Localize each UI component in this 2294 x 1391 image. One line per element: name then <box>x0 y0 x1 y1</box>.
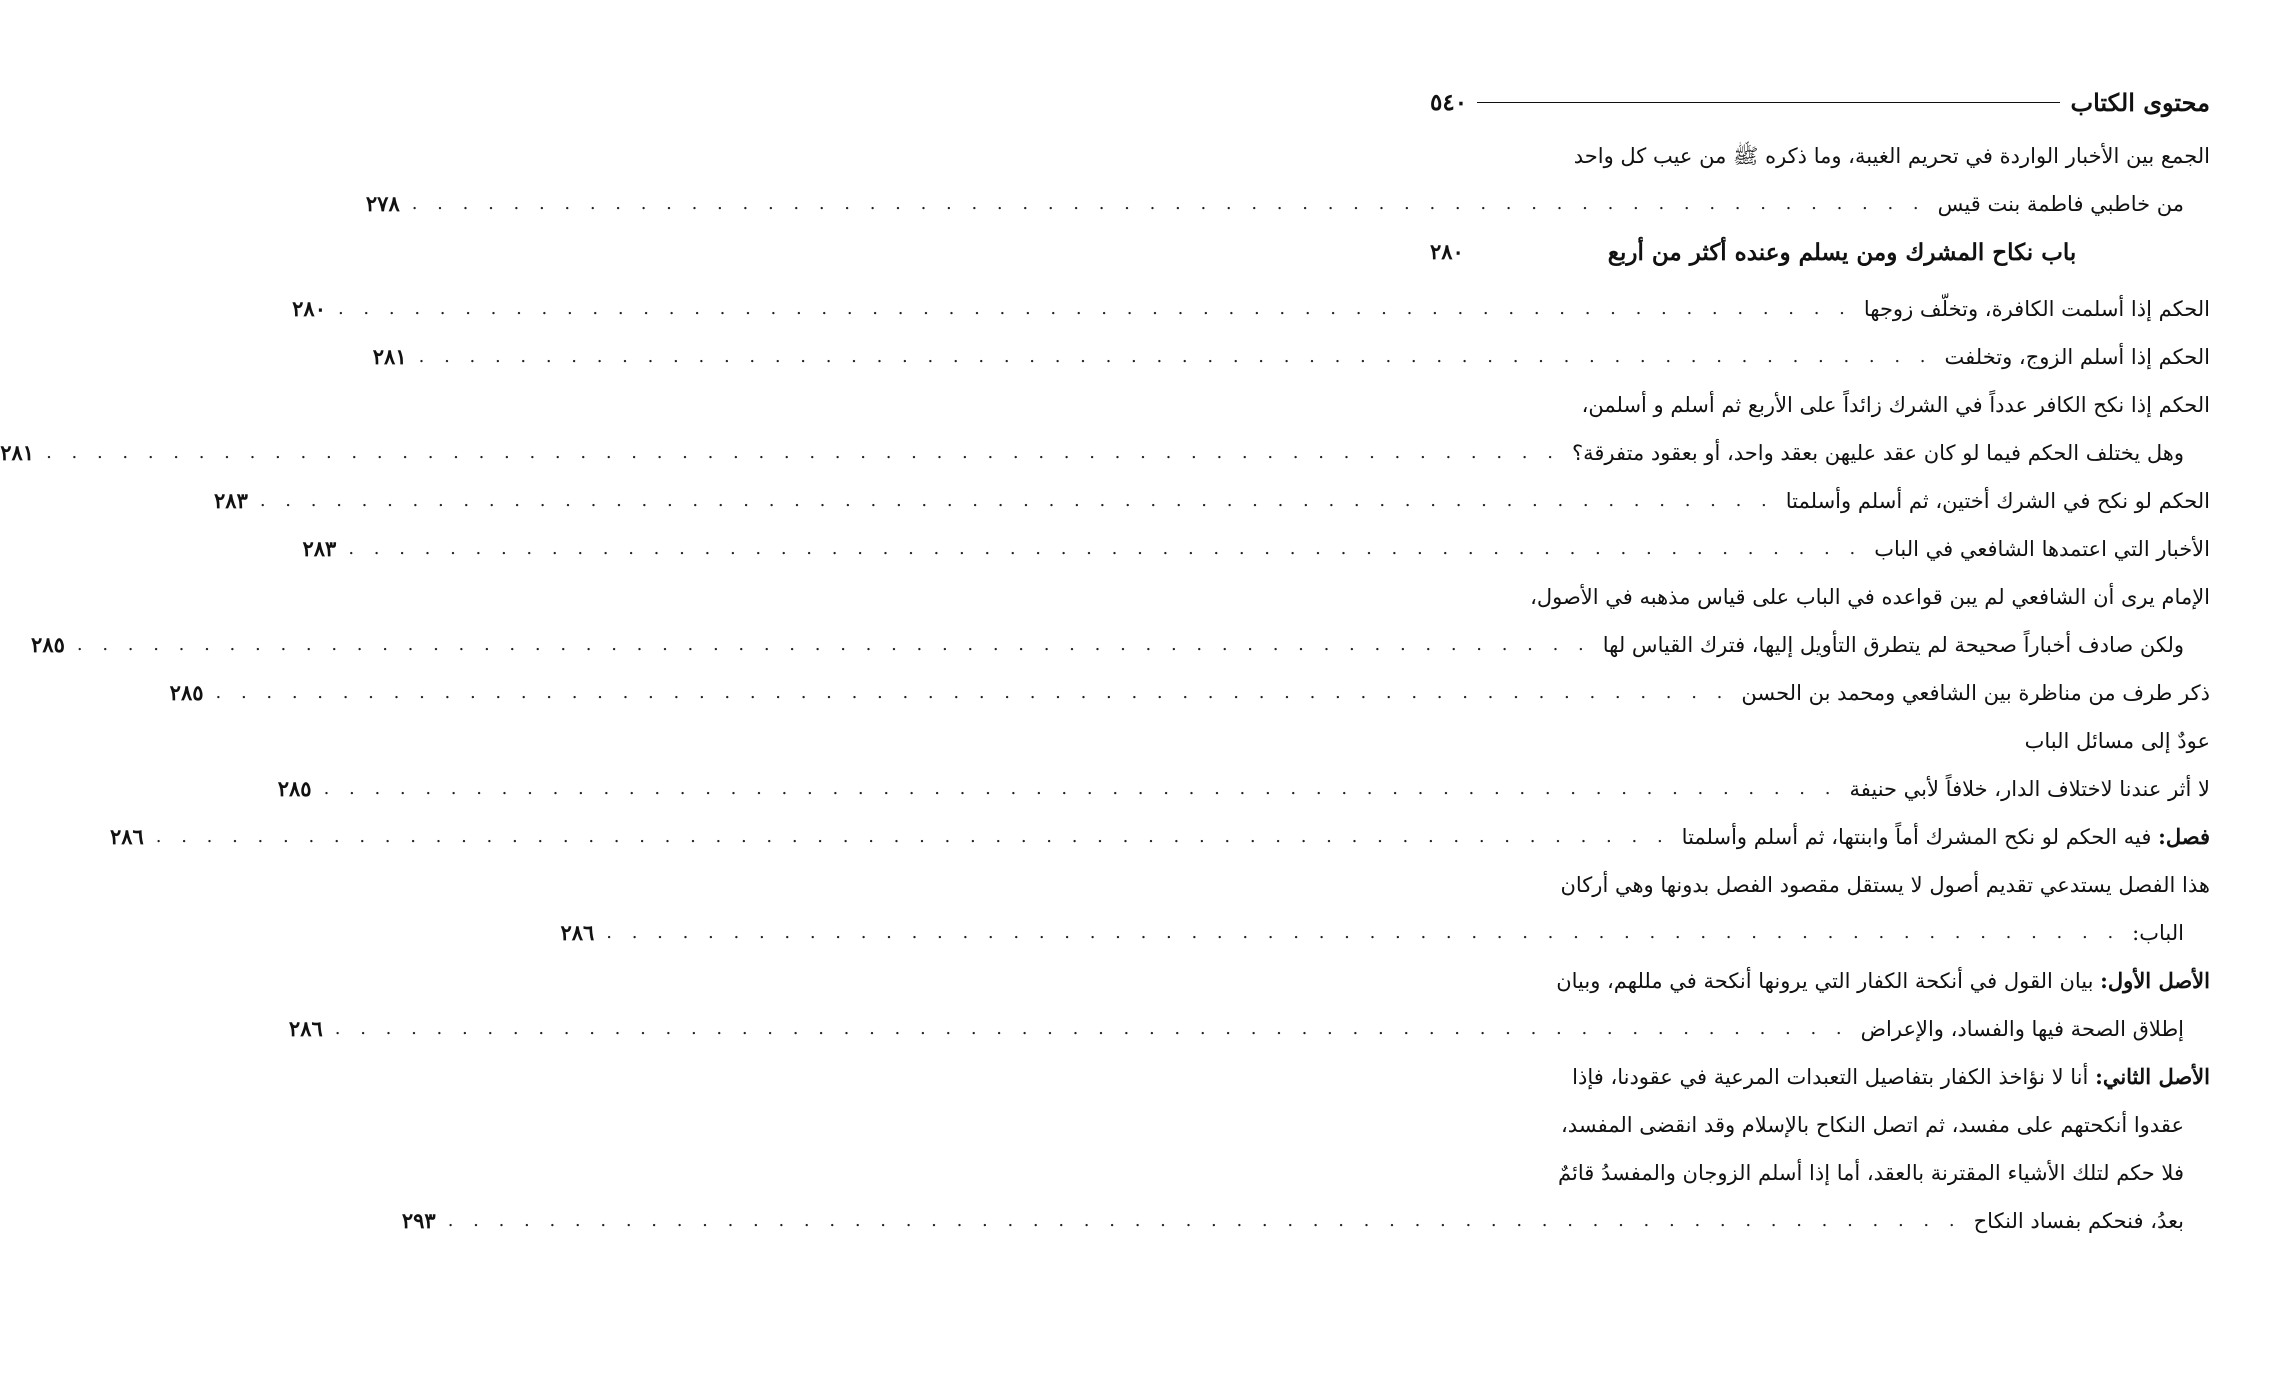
page-number: ٢٨٥ <box>31 632 65 657</box>
entry-text <box>2025 717 2210 765</box>
entry-title: الحكم إذا أسلمت الكافرة، وتخلّف زوجها <box>1863 297 2210 321</box>
chapter-row <box>1430 228 2210 285</box>
entry-text <box>1741 669 2210 717</box>
toc-entry <box>109 813 2210 861</box>
table-of-contents <box>0 132 2210 1245</box>
entry-text <box>1561 1101 2210 1149</box>
entry-title: الجمع بين الأخبار الواردة في تحريم الغيبة، وما ذكره ﷺ من عيب كل واحد <box>1573 144 2210 168</box>
entry-title: الإمام يرى أن الشافعي لم يبن قواعده في الباب على قياس مذهبه في الأصول، <box>1530 585 2210 609</box>
dot-leader: . . . . . . . . . . . . . . . . . . . . . . . . . . . . . . . . . . . . . . . . . . . . . . . . . . . . . . . . . . . . <box>348 538 1863 559</box>
page-number: ٢٨٥ <box>169 680 204 705</box>
toc-row <box>1430 1053 2210 1101</box>
toc-entry <box>560 909 2210 957</box>
page-number: ٢٨٦ <box>109 824 144 849</box>
toc-row <box>560 909 2210 957</box>
entry-title: بعدُ، فنحكم بفساد النكاح <box>1973 1209 2184 1233</box>
dot-leader: . . . . . . . . . . . . . . . . . . . . . . . . . . . . . . . . . . . . . . . . . . . . . . . . . . . . . . . . . . . . <box>155 826 1670 847</box>
toc-entry <box>1430 1149 2210 1197</box>
entry-title: ولكن صادف أخباراً صحيحة لم يتطرق التأويل إليها، فترك القياس لها <box>1602 633 2184 657</box>
entry-title: من خاطبي فاطمة بنت قيس <box>1937 192 2184 216</box>
toc-entry <box>1430 132 2210 180</box>
toc-entry <box>288 1005 2210 1053</box>
entry-title: عقدوا أنكحتهم على مفسد، ثم اتصل النكاح بالإسلام وقد انقضى المفسد، <box>1561 1113 2184 1137</box>
toc-entry <box>401 1197 2210 1245</box>
toc-row <box>1430 132 2210 180</box>
page-number: ٢٨١ <box>0 440 35 465</box>
entry-label: الأصل الأول: <box>2100 968 2210 993</box>
entry-text <box>1558 1149 2210 1197</box>
entry-text <box>1582 381 2210 429</box>
toc-entry <box>0 429 2210 477</box>
page-number: ٢٨٦ <box>288 1016 323 1041</box>
entry-text <box>1849 765 2210 813</box>
running-header <box>1430 82 2210 122</box>
entry-text <box>1938 180 2210 228</box>
dot-leader: . . . . . . . . . . . . . . . . . . . . . . . . . . . . . . . . . . . . . . . . . . . . . . . . . . . . . . . . . . . . <box>447 1210 1962 1231</box>
toc-row <box>1430 1101 2210 1149</box>
entry-text <box>2132 909 2210 957</box>
page-number: ٢٩٣ <box>401 1208 436 1233</box>
toc-row <box>288 1005 2210 1053</box>
entry-title: فيه الحكم لو نكح المشرك أماً وابنتها، ثم أسلم وأسلمتا <box>1681 825 2152 849</box>
entry-title: أنا لا نؤاخذ الكفار بتفاصيل التعبدات المرعية في عقودنا، فإذا <box>1572 1065 2089 1089</box>
entry-title: وهل يختلف الحكم فيما لو كان عقد عليهن بعقد واحد، أو بعقود متفرقة؟ <box>1571 441 2184 465</box>
entry-title: بيان القول في أنكحة الكفار التي يرونها أنكحة في مللهم، وبيان <box>1556 969 2094 993</box>
entry-text <box>1556 957 2210 1005</box>
toc-entry <box>365 180 2210 228</box>
toc-row <box>109 813 2210 861</box>
toc-row <box>1430 717 2210 765</box>
dot-leader: . . . . . . . . . . . . . . . . . . . . . . . . . . . . . . . . . . . . . . . . . . . . . . . . . . . . . . . . . . . . <box>76 634 1591 655</box>
header-title: محتوى الكتاب <box>2070 87 2210 117</box>
entry-text <box>1874 525 2210 573</box>
toc-row <box>292 285 2210 333</box>
toc-row <box>372 333 2210 381</box>
entry-title: الحكم لو نكح في الشرك أختين، ثم أسلم وأسلمتا <box>1785 489 2210 513</box>
toc-row <box>214 477 2210 525</box>
header-page-number: ٥٤٠ <box>1430 88 1468 116</box>
toc-row <box>1430 957 2210 1005</box>
entry-title: فلا حكم لتلك الأشياء المقترنة بالعقد، أما إذا أسلم الزوجان والمفسدُ قائمٌ <box>1558 1161 2184 1185</box>
entry-text <box>1682 813 2210 861</box>
entry-title: هذا الفصل يستدعي تقديم أصول لا يستقل مقصود الفصل بدونها وهي أركان <box>1560 873 2210 897</box>
entry-title: عودٌ إلى مسائل الباب <box>2024 729 2210 753</box>
dot-leader: . . . . . . . . . . . . . . . . . . . . . . . . . . . . . . . . . . . . . . . . . . . . . . . . . . . . . . . . . . . . <box>215 682 1730 703</box>
toc-entry <box>1430 1053 2210 1101</box>
entry-label: فصل: <box>2158 824 2210 849</box>
page-number: ٢٨٦ <box>560 920 595 945</box>
header-rule <box>1477 102 2060 103</box>
entry-text <box>1530 573 2210 621</box>
toc-row <box>0 429 2210 477</box>
toc-entry <box>277 765 2210 813</box>
toc-entry <box>1430 573 2210 621</box>
entry-title: الحكم إذا نكح الكافر عدداً في الشرك زائداً على الأربع ثم أسلم و أسلمن، <box>1581 393 2210 417</box>
toc-row <box>1430 861 2210 909</box>
entry-text <box>1945 333 2210 381</box>
chapter-title: باب نكاح المشرك ومن يسلم وعنده أكثر من أربع <box>1607 238 2077 266</box>
toc-entry <box>1430 381 2210 429</box>
toc-entry <box>1430 1101 2210 1149</box>
toc-entry <box>372 333 2210 381</box>
toc-entry <box>214 477 2210 525</box>
entry-title: ذكر طرف من مناظرة بين الشافعي ومحمد بن الحسن <box>1741 681 2210 705</box>
toc-row <box>31 621 2210 669</box>
toc-entry <box>1430 957 2210 1005</box>
entry-text <box>1572 1053 2210 1101</box>
toc-entry <box>1430 228 2210 276</box>
page-number: ٢٨٣ <box>214 488 248 513</box>
toc-row <box>277 765 2210 813</box>
toc-entry <box>169 669 2210 717</box>
entry-title: الأخبار التي اعتمدها الشافعي في الباب <box>1874 537 2210 561</box>
toc-entry <box>302 525 2210 573</box>
entry-text <box>1560 861 2210 909</box>
entry-title: الباب: <box>2132 921 2184 945</box>
toc-row <box>1430 1149 2210 1197</box>
toc-row <box>1430 381 2210 429</box>
entry-text <box>1861 1005 2210 1053</box>
entry-text <box>1974 1197 2210 1245</box>
page-number: ٢٨٥ <box>277 776 312 801</box>
entry-label: الأصل الثاني: <box>2095 1064 2210 1089</box>
toc-entry <box>1430 717 2210 765</box>
dot-leader: . . . . . . . . . . . . . . . . . . . . . . . . . . . . . . . . . . . . . . . . . . . . . . . . . . . . . . . . . . . . <box>323 778 1838 799</box>
toc-row <box>1430 573 2210 621</box>
page-number: ٢٧٨ <box>365 191 400 216</box>
entry-text <box>1786 477 2210 525</box>
dot-leader: . . . . . . . . . . . . . . . . . . . . . . . . . . . . . . . . . . . . . . . . . . . . . . . . . . . . . . . . . . . . <box>418 346 1933 367</box>
dot-leader: . . . . . . . . . . . . . . . . . . . . . . . . . . . . . . . . . . . . . . . . . . . . . . . . . . . . . . . . . . . . <box>606 922 2121 943</box>
toc-entry <box>31 621 2210 669</box>
entry-title: إطلاق الصحة فيها والفساد، والإعراض <box>1860 1017 2184 1041</box>
dot-leader: . . . . . . . . . . . . . . . . . . . . . . . . . . . . . . . . . . . . . . . . . . . . . . . . . . . . . . . . . . . . <box>46 442 1560 463</box>
dot-leader: . . . . . . . . . . . . . . . . . . . . . . . . . . . . . . . . . . . . . . . . . . . . . . . . . . . . . . . . . . . . <box>334 1018 1849 1039</box>
entry-title: لا أثر عندنا لاختلاف الدار، خلافاً لأبي حنيفة <box>1849 777 2210 801</box>
dot-leader: . . . . . . . . . . . . . . . . . . . . . . . . . . . . . . . . . . . . . . . . . . . . . . . . . . . . . . . . . . . . <box>259 490 1774 511</box>
entry-text <box>1572 429 2210 477</box>
toc-row <box>365 180 2210 228</box>
dot-leader: . . . . . . . . . . . . . . . . . . . . . . . . . . . . . . . . . . . . . . . . . . . . . . . . . . . . . . . . . . . . <box>337 298 1852 319</box>
toc-row <box>302 525 2210 573</box>
entry-text <box>1603 621 2210 669</box>
entry-text <box>1864 285 2210 333</box>
dot-leader: . . . . . . . . . . . . . . . . . . . . . . . . . . . . . . . . . . . . . . . . . . . . . . . . . . . . . . . . . . . . <box>411 193 1926 214</box>
entry-text <box>1574 132 2210 180</box>
page-number: ٢٨٣ <box>302 536 337 561</box>
entry-title: الحكم إذا أسلم الزوج، وتخلفت <box>1944 345 2210 369</box>
page-number: ٢٨٠ <box>1430 239 1464 264</box>
toc-row <box>401 1197 2210 1245</box>
toc-entry <box>1430 861 2210 909</box>
toc-entry <box>292 285 2210 333</box>
toc-row <box>169 669 2210 717</box>
page-number: ٢٨٠ <box>292 296 326 321</box>
page-number: ٢٨١ <box>372 344 407 369</box>
